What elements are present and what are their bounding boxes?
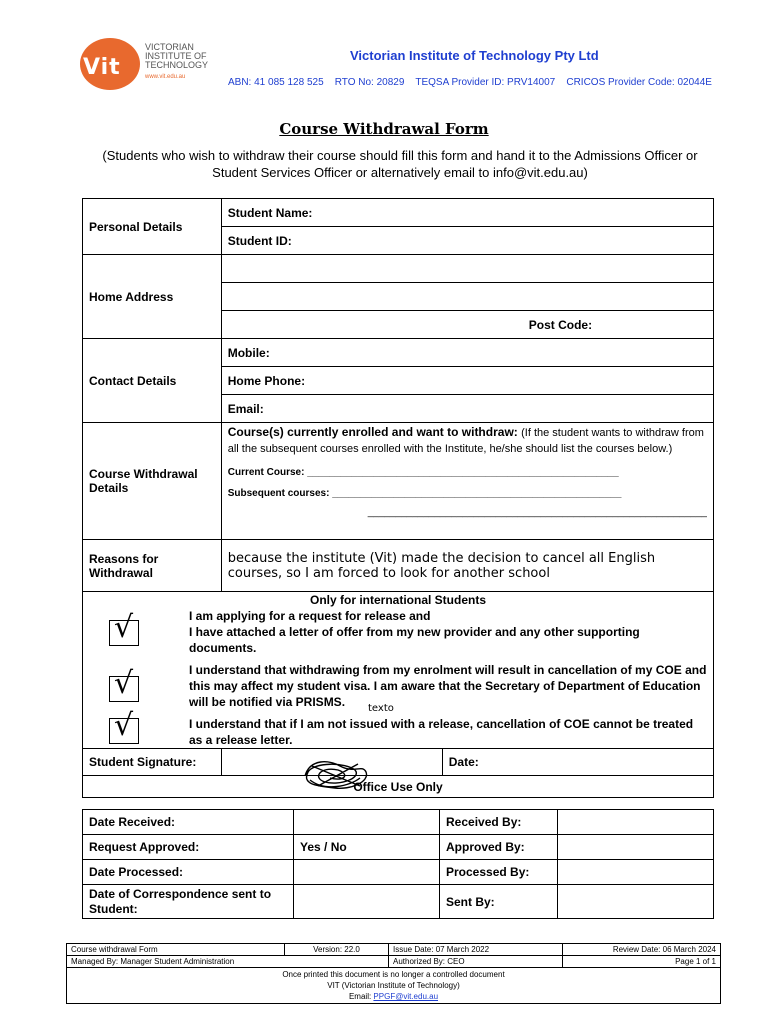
- withdrawal-note: (If the student wants to withdraw from all the subsequent courses enrolled with the Institute, he/she should list the courses below.): [227, 427, 704, 455]
- date-correspondence-field[interactable]: [294, 885, 440, 919]
- coe-statement: I understand that withdrawing from my enrolment will result in cancellation of my COE and this may affect my student visa. I am aware that the Secretary of Department of Education will be notified via PRISMS.: [189, 663, 707, 709]
- footer-page: Page 1 of 1: [563, 956, 721, 968]
- course-withdrawal-details-label: Course Withdrawal Details: [83, 423, 222, 540]
- signature-row: [221, 749, 713, 776]
- footer-notes: [67, 968, 721, 1004]
- signature-label: Student Signature:: [83, 749, 222, 776]
- registration-details: ABN: 41 085 128 525 RTO No: 20829 TEQSA Provider ID: PRV14007 CRICOS Provider Code: 02044E: [228, 77, 712, 88]
- footer-form-name: Course withdrawal Form: [67, 944, 285, 956]
- office-use-table: [82, 809, 714, 919]
- sent-by-field[interactable]: [558, 885, 714, 919]
- course-withdrawal-details-cell[interactable]: [221, 423, 713, 540]
- student-id-field[interactable]: Student ID:: [221, 227, 713, 255]
- processed-by-label: Processed By:: [440, 860, 558, 885]
- logo-name-line: TECHNOLOGY: [145, 60, 209, 70]
- org-name: Victorian Institute of Technology Pty Ltd: [350, 48, 599, 63]
- post-code-field[interactable]: Post Code:: [221, 311, 713, 339]
- contact-details-label: Contact Details: [83, 339, 222, 423]
- approved-by-field[interactable]: [558, 835, 714, 860]
- signature-date-field[interactable]: Date:: [448, 755, 479, 769]
- check-mark-icon: √: [114, 610, 134, 645]
- withdrawal-form-table: [82, 198, 714, 798]
- address-line-1[interactable]: [221, 255, 713, 283]
- reasons-value[interactable]: because the institute (Vit) made the decision to cancel all English courses, so I am forced to look for another school: [221, 540, 713, 592]
- date-received-field[interactable]: [294, 810, 440, 835]
- withdrawal-heading: Course(s) currently enrolled and want to withdraw:: [227, 425, 518, 439]
- document-footer: [66, 943, 721, 1004]
- request-approved-field[interactable]: Yes / No: [294, 835, 440, 860]
- logo-name-line: VICTORIAN: [145, 42, 194, 52]
- checkbox-release[interactable]: [89, 608, 189, 649]
- checkbox-release-letter[interactable]: [89, 708, 189, 747]
- footer-authorized-by: Authorized By: CEO: [389, 956, 563, 968]
- email-field[interactable]: Email:: [221, 395, 713, 423]
- address-line-2[interactable]: [221, 283, 713, 311]
- logo-url: www.vit.edu.au: [145, 74, 186, 80]
- international-heading: Only for international Students: [309, 593, 486, 607]
- vit-logo-text: Vit: [83, 55, 121, 80]
- footer-issue-date: Issue Date: 07 March 2022: [389, 944, 563, 956]
- form-title: Course Withdrawal Form: [279, 120, 489, 138]
- footer-managed-by: Managed By: Manager Student Administration: [67, 956, 389, 968]
- release-letter-statement: I understand that if I am not issued with a release, cancellation of COE cannot be treated as a release letter.: [189, 717, 694, 747]
- release-statement: I am applying for a request for release and I have attached a letter of offer from my new provider and any other supporting documents.: [189, 609, 640, 655]
- current-course-field[interactable]: Current Course: ________________________________________________________: [227, 467, 619, 478]
- date-correspondence-label: Date of Correspondence sent to Student:: [83, 885, 294, 919]
- subsequent-courses-extra-line[interactable]: _____________________________________________________________: [367, 507, 707, 518]
- footer-email-label: Email:: [348, 992, 374, 1001]
- signature-scribble: [300, 756, 370, 794]
- subsequent-courses-field[interactable]: Subsequent courses: ____________________________________________________: [227, 488, 622, 499]
- approved-by-label: Approved By:: [440, 835, 558, 860]
- student-name-field[interactable]: Student Name:: [221, 199, 713, 227]
- home-address-label: Home Address: [83, 255, 222, 339]
- office-use-heading: Office Use Only: [83, 776, 714, 798]
- check-mark-icon: √: [114, 708, 134, 743]
- form-instructions: (Students who wish to withdraw their course should fill this form and hand it to the Admissions Officer or Student Services Officer or alternatively email to info@vit.edu.au): [102, 148, 698, 180]
- mobile-field[interactable]: Mobile:: [221, 339, 713, 367]
- footer-version: Version: 22.0: [285, 944, 389, 956]
- received-by-label: Received By:: [440, 810, 558, 835]
- sent-by-label: Sent By:: [440, 885, 558, 919]
- footer-control-note: Once printed this document is no longer a controlled document: [282, 970, 505, 979]
- vit-logo-name: [145, 43, 208, 70]
- date-processed-field[interactable]: [294, 860, 440, 885]
- home-phone-field[interactable]: Home Phone:: [221, 367, 713, 395]
- date-received-label: Date Received:: [83, 810, 294, 835]
- received-by-field[interactable]: [558, 810, 714, 835]
- personal-details-label: Personal Details: [83, 199, 222, 255]
- stray-text: texto: [368, 703, 394, 714]
- footer-review-date: Review Date: 06 March 2024: [563, 944, 721, 956]
- request-approved-label: Request Approved:: [83, 835, 294, 860]
- international-section: [83, 592, 714, 749]
- processed-by-field[interactable]: [558, 860, 714, 885]
- date-processed-label: Date Processed:: [83, 860, 294, 885]
- reasons-label: Reasons for Withdrawal: [83, 540, 222, 592]
- logo-name-line: INSTITUTE OF: [145, 51, 207, 61]
- footer-email-line: [67, 991, 720, 1002]
- check-mark-icon: √: [114, 666, 134, 701]
- footer-email-link[interactable]: PPGF@vit.edu.au: [373, 992, 439, 1001]
- footer-vit: VIT (Victorian Institute of Technology): [327, 981, 460, 990]
- checkbox-coe[interactable]: [89, 662, 189, 705]
